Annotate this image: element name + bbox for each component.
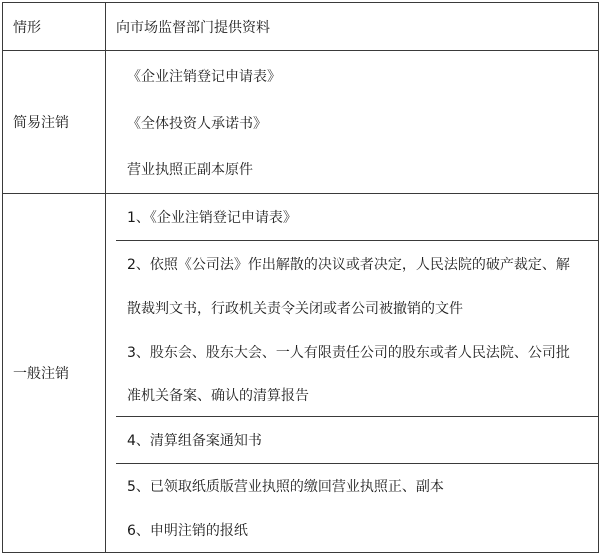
general-item-6: 6、申明注销的报纸 (127, 523, 248, 539)
general-item-2-line-1: 2、依照《公司法》作出解散的决议或者决定，人民法院的破产裁定、解 (127, 256, 570, 273)
general-item-1: 1、《企业注销登记申请表》 (127, 210, 297, 226)
general-item-2-block (116, 240, 598, 416)
general-cancellation-row (3, 194, 599, 553)
simple-item-1: 《企业注销登记申请表》 (127, 68, 281, 85)
simple-item-2: 《全体投资人承诺书》 (127, 115, 267, 132)
header-situation-cell: 情形 (3, 3, 106, 51)
general-item-2-line-2: 散裁判文书，行政机关责令关闭或者公司被撤销的文件 (127, 300, 463, 317)
simple-item-3: 营业执照正副本原件 (127, 162, 253, 178)
general-item-4: 4、清算组备案通知书 (116, 416, 598, 463)
general-item-3-line-1: 3、股东会、股东大会、一人有限责任公司的股东或者人民法院、公司批 (127, 344, 570, 361)
general-cancellation-label: 一般注销 (3, 194, 106, 553)
simple-cancellation-items (106, 51, 599, 194)
materials-table (2, 2, 599, 553)
general-item-5-6-block (116, 463, 598, 552)
simple-cancellation-label: 简易注销 (3, 51, 106, 194)
header-row (3, 3, 599, 51)
general-item-3-line-2: 准机关备案、确认的清算报告 (127, 388, 309, 404)
simple-cancellation-row (3, 51, 599, 194)
general-item-5: 5、已领取纸质版营业执照的缴回营业执照正、副本 (127, 479, 444, 495)
header-materials-cell: 向市场监督部门提供资料 (106, 3, 599, 51)
general-cancellation-items (106, 194, 599, 553)
